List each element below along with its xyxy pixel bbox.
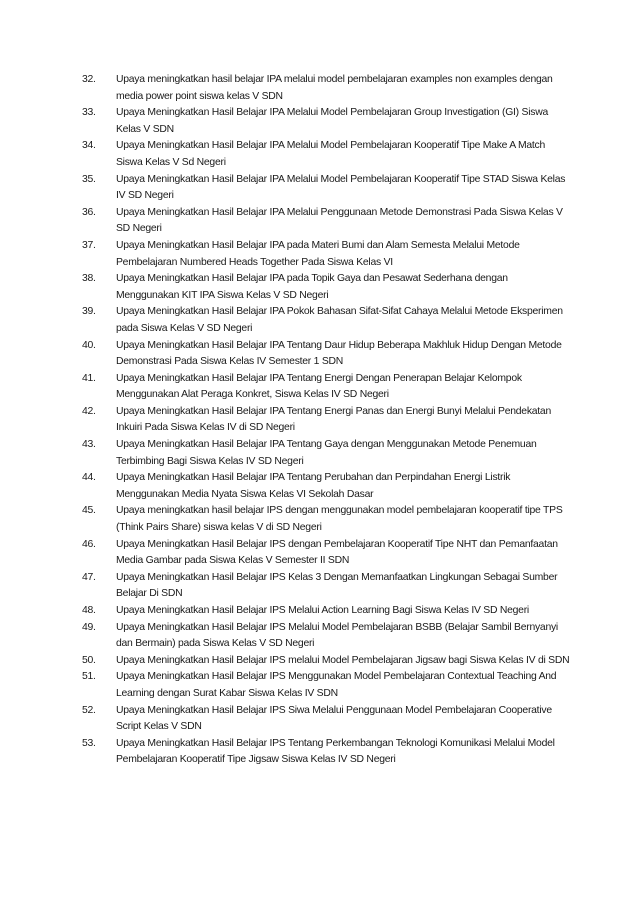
item-text: Upaya Meningkatkan Hasil Belajar IPA pada Materi Bumi dan Alam Semesta Melalui Metode Pembelajaran Numbered Heads Together Pada Siswa Kelas VI: [116, 239, 520, 268]
item-number: 34.: [82, 140, 96, 152]
item-number: 41.: [82, 372, 96, 384]
list-item: [82, 703, 572, 736]
item-text: Upaya Meningkatkan Hasil Belajar IPS Melalui Model Pembelajaran BSBB (Belajar Sambil Bernyanyi dan Bermain) pada Siswa Kelas V SD Negeri: [116, 621, 558, 650]
item-text: Upaya Meningkatkan Hasil Belajar IPA Melalui Model Pembelajaran Kooperatif Tipe Make A Match Siswa Kelas V Sd Negeri: [116, 140, 546, 168]
item-number: 49.: [82, 621, 96, 633]
item-text: Upaya Meningkatkan Hasil Belajar IPS melalui Model Pembelajaran Jigsaw bagi Siswa Kelas IV di SDN: [116, 654, 570, 666]
numbered-list: [82, 72, 572, 769]
item-text: Upaya Meningkatkan Hasil Belajar IPA Melalui Penggunaan Metode Demonstrasi Pada Siswa Kelas V SD Negeri: [116, 206, 563, 235]
list-item: [82, 138, 572, 171]
item-text: Upaya Meningkatkan Hasil Belajar IPA Melalui Model Pembelajaran Kooperatif Tipe STAD Siswa Kelas IV SD Negeri: [116, 173, 566, 202]
item-text: Upaya Meningkatkan Hasil Belajar IPS dengan Pembelajaran Kooperatif Tipe NHT dan Pemanfaatan Media Gambar pada Siswa Kelas V Semester II SDN: [116, 538, 558, 567]
list-item: [82, 404, 572, 437]
item-text: Upaya Meningkatkan Hasil Belajar IPA Pokok Bahasan Sifat-Sifat Cahaya Melalui Metode Eksperimen pada Siswa Kelas V SD Negeri: [116, 306, 563, 334]
item-number: 52.: [82, 704, 96, 716]
item-number: 48.: [82, 605, 96, 616]
list-item: [82, 338, 572, 371]
item-number: 39.: [82, 306, 96, 318]
list-item: [82, 537, 572, 570]
item-number: 43.: [82, 439, 96, 451]
list-item: [82, 205, 572, 238]
item-text: Upaya Meningkatkan Hasil Belajar IPA Tentang Daur Hidup Beberapa Makhluk Hidup Dengan Metode Demonstrasi Pada Siswa Kelas IV Semester 1 SDN: [116, 339, 562, 368]
item-number: 42.: [82, 405, 96, 417]
item-number: 51.: [82, 671, 96, 683]
item-text: Upaya Meningkatkan Hasil Belajar IPA Tentang Gaya dengan Menggunakan Metode Penemuan Terbimbing Bagi Siswa Kelas IV SD Negeri: [116, 439, 537, 467]
list-item: [82, 271, 572, 304]
item-number: 47.: [82, 571, 96, 583]
item-number: 36.: [82, 206, 96, 218]
item-text: Upaya Meningkatkan Hasil Belajar IPA Tentang Perubahan dan Perpindahan Energi Listrik Menggunakan Media Nyata Siswa Kelas VI Sekolah Dasar: [116, 472, 511, 500]
item-number: 50.: [82, 654, 96, 666]
item-number: 37.: [82, 239, 96, 251]
list-item: [82, 653, 572, 670]
list-item: [82, 72, 572, 105]
list-item: [82, 736, 572, 769]
item-text: Upaya meningkatkan hasil belajar IPA melalui model pembelajaran examples non examples dengan media power point siswa kelas V SDN: [116, 74, 553, 102]
list-item: [82, 371, 572, 404]
item-text: Upaya Meningkatkan Hasil Belajar IPS Siwa Melalui Penggunaan Model Pembelajaran Cooperative Script Kelas V SDN: [116, 704, 552, 733]
item-text: Upaya Meningkatkan Hasil Belajar IPS Menggunakan Model Pembelajaran Contextual Teaching And Learning dengan Surat Kabar Siswa Kelas IV SDN: [116, 671, 557, 699]
list-item: [82, 470, 572, 503]
item-number: 44.: [82, 472, 96, 484]
item-text: Upaya Meningkatkan Hasil Belajar IPS Kelas 3 Dengan Memanfaatkan Lingkungan Sebagai Sumber Belajar Di SDN: [116, 571, 558, 600]
list-item: [82, 437, 572, 470]
item-number: 38.: [82, 273, 96, 285]
item-text: Upaya meningkatkan hasil belajar IPS dengan menggunakan model pembelajaran kooperatif tipe TPS (Think Pairs Share) siswa kelas V di SD Negeri: [116, 505, 563, 534]
item-text: Upaya Meningkatkan Hasil Belajar IPA Melalui Model Pembelajaran Group Investigation (GI) Siswa Kelas V SDN: [116, 107, 548, 135]
item-text: Upaya Meningkatkan Hasil Belajar IPA Tentang Energi Dengan Penerapan Belajar Kelompok Menggunakan Alat Peraga Konkret, Siswa Kelas IV SD Negeri: [116, 372, 522, 401]
list-item: [82, 503, 572, 536]
list-item: [82, 620, 572, 653]
item-text: Upaya Meningkatkan Hasil Belajar IPS Melalui Action Learning Bagi Siswa Kelas IV SD Negeri: [116, 605, 529, 616]
list-item: [82, 304, 572, 337]
item-number: 35.: [82, 173, 96, 185]
item-number: 32.: [82, 74, 96, 85]
item-text: Upaya Meningkatkan Hasil Belajar IPA Tentang Energi Panas dan Energi Bunyi Melalui Pendekatan Inkuiri Pada Siswa Kelas IV di SD Negeri: [116, 405, 551, 434]
item-number: 40.: [82, 339, 96, 351]
list-item: [82, 238, 572, 271]
list-item: [82, 603, 572, 620]
item-number: 45.: [82, 505, 96, 517]
list-item: [82, 669, 572, 702]
item-number: 33.: [82, 107, 96, 119]
item-number: 53.: [82, 737, 96, 749]
item-text: Upaya Meningkatkan Hasil Belajar IPS Tentang Perkembangan Teknologi Komunikasi Melalui Model Pembelajaran Kooperatif Tipe Jigsaw Siswa Kelas IV SD Negeri: [116, 737, 555, 766]
item-text: Upaya Meningkatkan Hasil Belajar IPA pada Topik Gaya dan Pesawat Sederhana dengan Menggunakan KIT IPA Siswa Kelas V SD Negeri: [116, 273, 508, 301]
list-item: [82, 570, 572, 603]
item-number: 46.: [82, 538, 96, 550]
list-item: [82, 105, 572, 138]
list-item: [82, 172, 572, 205]
